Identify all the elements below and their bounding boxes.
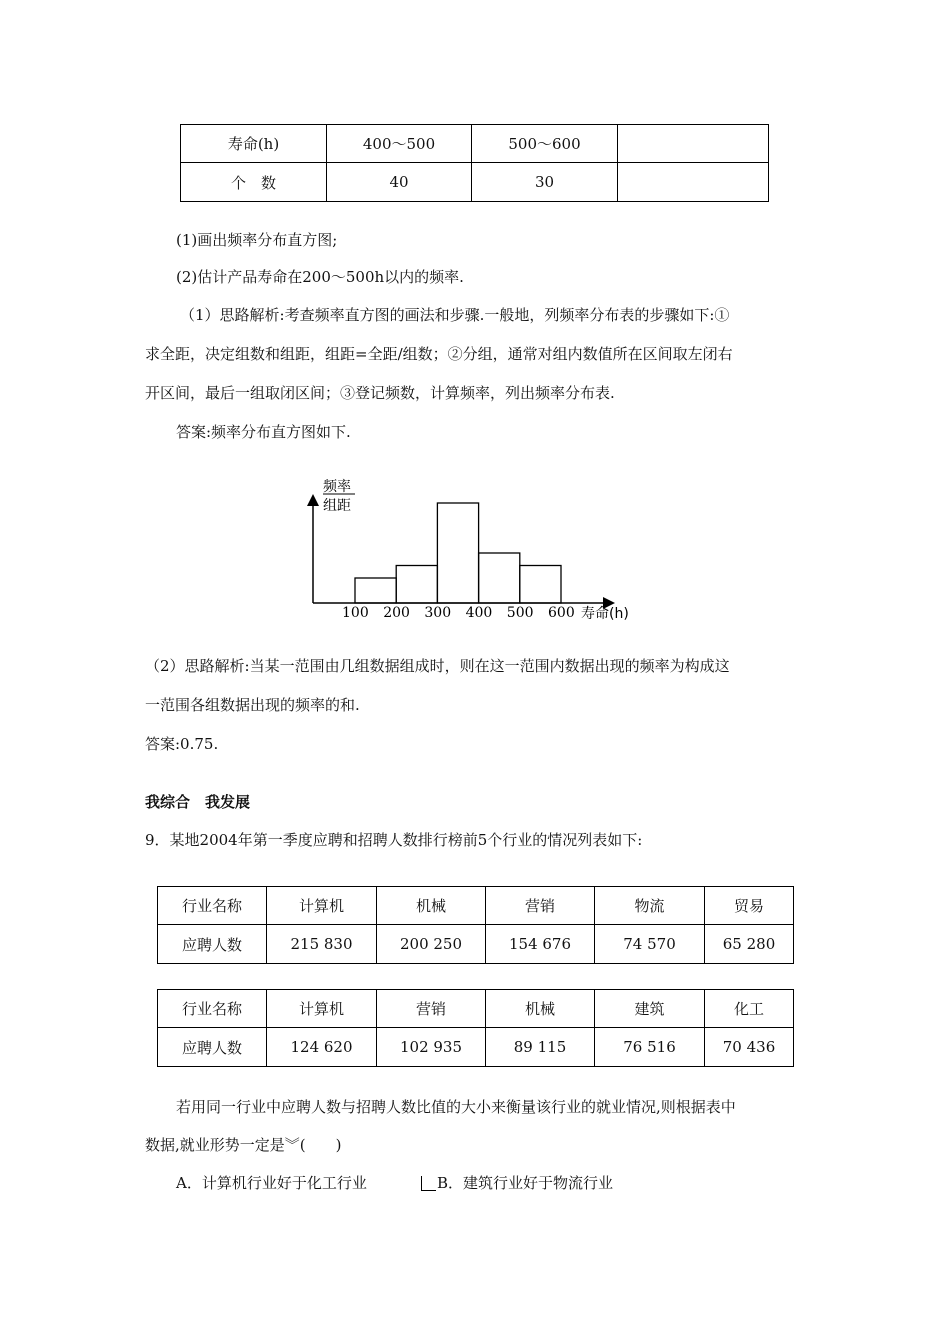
table-cell: 行业名称	[158, 990, 267, 1028]
table-cell: 贸易	[705, 887, 794, 925]
table-cell: 计算机	[267, 990, 377, 1028]
table-cell: 建筑	[595, 990, 705, 1028]
option-marker	[421, 1176, 436, 1191]
option-a: A．计算机行业好于化工行业	[176, 1174, 367, 1192]
x-axis-label: 寿命(h)	[581, 606, 629, 622]
histogram-bar	[396, 566, 437, 604]
table-cell: 营销	[486, 887, 595, 925]
section-title: 我综合 我发展	[145, 793, 251, 811]
table-cell: 寿命(h)	[181, 125, 327, 163]
table-cell: 400～500	[327, 125, 472, 163]
table-cell: 行业名称	[158, 887, 267, 925]
lifespan-table	[180, 124, 769, 202]
table-cell: 65 280	[705, 925, 794, 964]
applicants-table	[157, 886, 794, 964]
q9-stem: 9．某地2004年第一季度应聘和招聘人数排行榜前5个行业的情况列表如下:	[145, 831, 643, 849]
table-cell	[618, 163, 769, 202]
table-cell: 124 620	[267, 1028, 377, 1067]
table-cell: 机械	[377, 887, 486, 925]
y-label-top: 频率	[323, 479, 351, 495]
analysis2-line2: 一范围各组数据出现的频率的和.	[145, 696, 360, 714]
recruits-table	[157, 989, 794, 1067]
table-cell: 应聘人数	[158, 925, 267, 964]
table-cell: 40	[327, 163, 472, 202]
table-cell: 89 115	[486, 1028, 595, 1067]
analysis1-line2: 求全距，决定组数和组距，组距=全距/组数；②分组，通常对组内数值所在区间取左闭右	[145, 345, 733, 363]
option-b: B．建筑行业好于物流行业	[437, 1174, 614, 1192]
histogram-bar	[355, 578, 396, 603]
q9-text-line1: 若用同一行业中应聘人数与招聘人数比值的大小来衡量该行业的就业情况,则根据表中	[176, 1098, 736, 1116]
table-cell: 76 516	[595, 1028, 705, 1067]
table-cell: 102 935	[377, 1028, 486, 1067]
table-cell	[618, 125, 769, 163]
table-cell: 机械	[486, 990, 595, 1028]
histogram-bar	[437, 503, 478, 603]
x-tick-label: 200	[383, 605, 410, 621]
analysis2-answer: 答案:0.75.	[145, 735, 219, 753]
q1-prompt: (1)画出频率分布直方图;	[176, 231, 338, 249]
table-cell: 500～600	[472, 125, 618, 163]
table-cell: 物流	[595, 887, 705, 925]
x-tick-label: 300	[424, 605, 452, 621]
table-cell: 70 436	[705, 1028, 794, 1067]
analysis1-answer: 答案:频率分布直方图如下.	[176, 423, 351, 441]
table-cell: 营销	[377, 990, 486, 1028]
histogram-chart	[295, 470, 655, 625]
table-cell: 154 676	[486, 925, 595, 964]
x-tick-label: 600	[548, 605, 575, 621]
table-cell: 计算机	[267, 887, 377, 925]
y-label-bottom: 组距	[323, 498, 351, 514]
q9-text-line2: 数据,就业形势一定是︾( )	[145, 1136, 342, 1154]
table-cell: 化工	[705, 990, 794, 1028]
q2-prompt: (2)估计产品寿命在200～500h以内的频率.	[176, 268, 464, 286]
table-cell: 应聘人数	[158, 1028, 267, 1067]
analysis1-line1: （1）思路解析:考查频率直方图的画法和步骤.一般地，列频率分布表的步骤如下:①	[180, 306, 730, 324]
table-cell: 30	[472, 163, 618, 202]
analysis1-line3: 开区间，最后一组取闭区间；③登记频数，计算频率，列出频率分布表.	[145, 384, 615, 402]
histogram-bar	[520, 566, 561, 604]
table-cell: 个 数	[181, 163, 327, 202]
table-cell: 215 830	[267, 925, 377, 964]
x-tick-label: 400	[465, 605, 493, 621]
table-cell: 74 570	[595, 925, 705, 964]
x-tick-label: 500	[506, 605, 534, 621]
histogram-bar	[479, 553, 520, 603]
x-tick-label: 100	[342, 605, 369, 621]
table-cell: 200 250	[377, 925, 486, 964]
analysis2-line1: （2）思路解析:当某一范围由几组数据组成时，则在这一范围内数据出现的频率为构成这	[145, 657, 730, 675]
